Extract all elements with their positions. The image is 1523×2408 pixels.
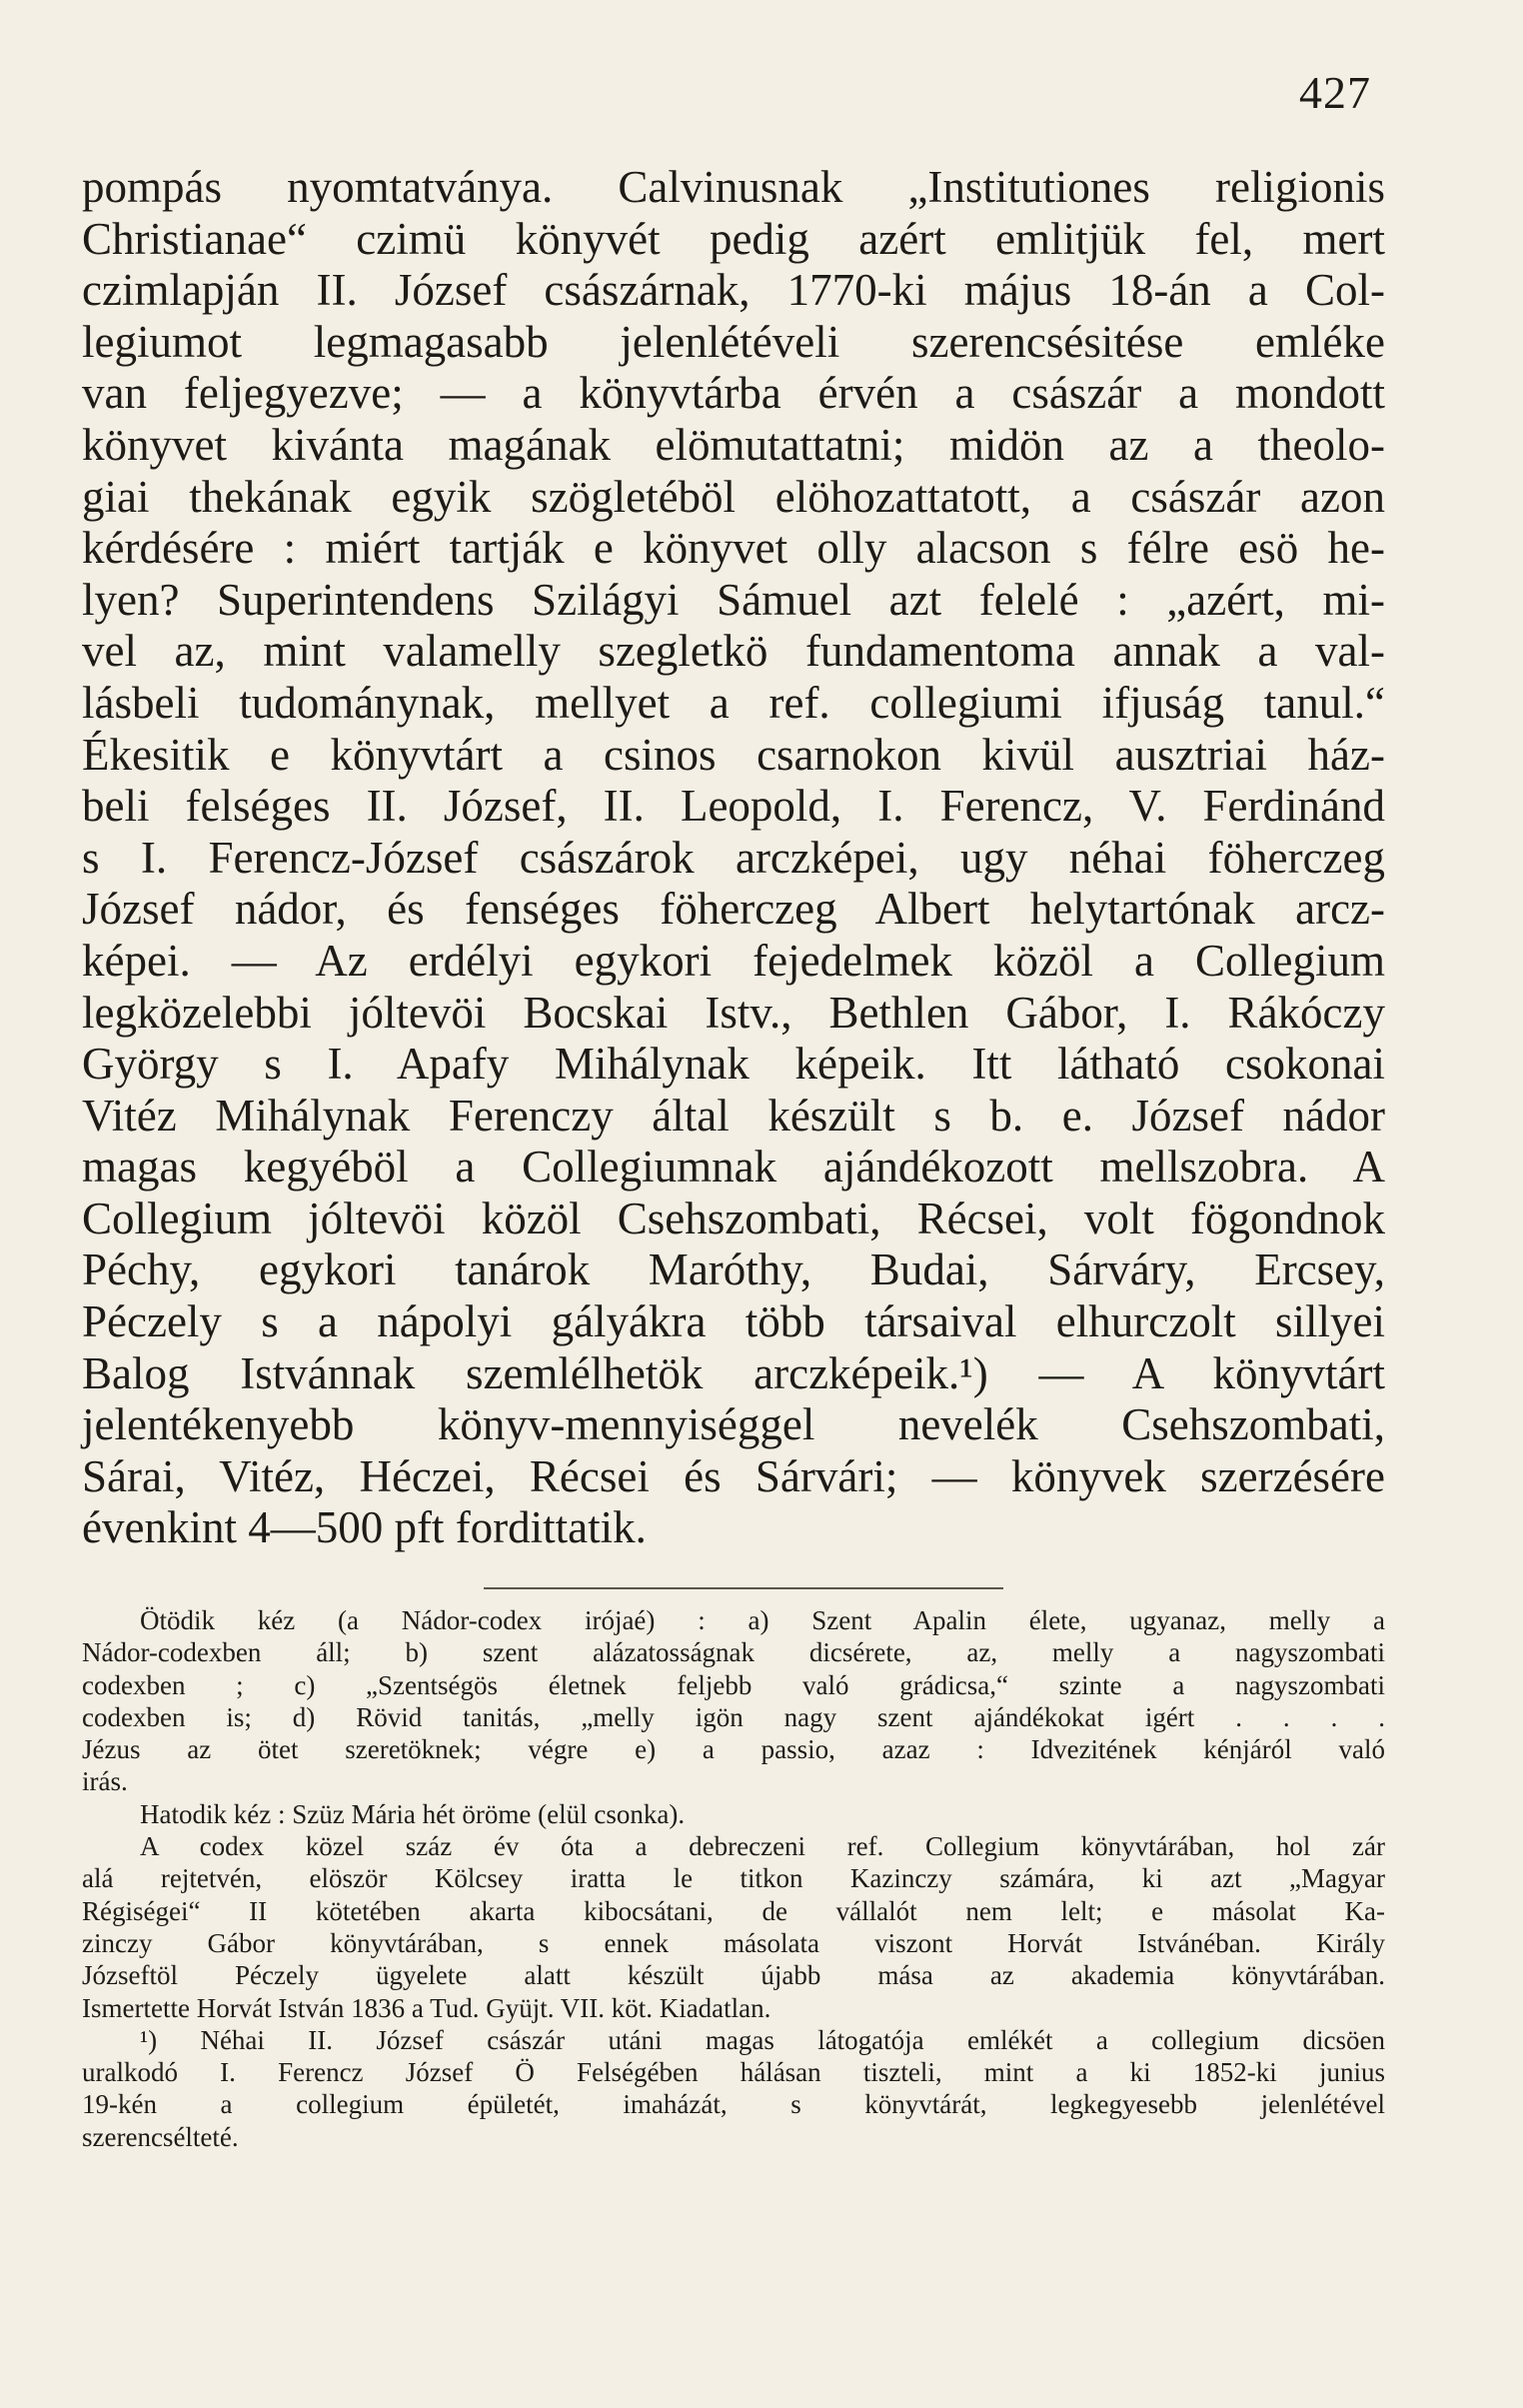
body-line: beli felséges II. József, II. Leopold, I. Ferencz, V. Ferdinánd (82, 781, 1385, 832)
body-line: Collegium jóltevöi közöl Csehszombati, Récsei, volt fögondnok (82, 1193, 1385, 1243)
body-line: Péchy, egykori tanárok Maróthy, Budai, Sárváry, Ercsey, (82, 1244, 1385, 1295)
body-line: Ékesitik e könyvtárt a csinos csarnokon kivül ausztriai ház- (82, 729, 1385, 780)
body-line: Christianae“ czimü könyvét pedig azért emlitjük fel, mert (82, 213, 1385, 264)
body-line: György s I. Apafy Mihálynak képeik. Itt látható csokonai (82, 1039, 1385, 1090)
body-line: évenkint 4—500 pft fordittatik. (82, 1502, 647, 1553)
footnote-line: Régiségei“ II kötetében akarta kibocsátani, de vállalót nem lelt; e másolat Ka- (82, 1895, 1385, 1926)
body-line: jelentékenyebb könyv-mennyiséggel nevelék Csehszombati, (82, 1399, 1385, 1450)
body-line: pompás nyomtatványa. Calvinusnak „Institutiones religionis (82, 162, 1385, 212)
body-line: képei. — Az erdélyi egykori fejedelmek közöl a Collegium (82, 935, 1385, 986)
footnote-line: codexben ; c) „Szentségös életnek feljebb való grádicsa,“ szinte a nagyszombati (82, 1669, 1385, 1700)
body-line: legiumot legmagasabb jelenlétéveli szerencsésitése emléke (82, 316, 1385, 367)
footnote-line: codexben is; d) Rövid tanitás, „melly igön nagy szent ajándékokat igért . . . . (82, 1701, 1385, 1732)
footnote-line: szerencséltеté. (82, 2121, 239, 2152)
footnote-line: Nádor-codexben áll; b) szent alázatosságnak dicsérete, az, melly a nagyszombati (82, 1637, 1385, 1668)
body-line: lyen? Superintendens Szilágyi Sámuel azt felelé : „azért, mi- (82, 574, 1385, 625)
footnote-line: Hatodik kéz : Szüz Mária hét öröme (elül csonka). (140, 1798, 686, 1829)
body-line: Péczely s a nápolyi gályákra több társaival elhurczolt sillyei (82, 1296, 1385, 1347)
footnote-line: Ismertette Horvát István 1836 a Tud. Gyüjt. VII. köt. Kiadatlan. (82, 1992, 771, 2023)
body-line: magas kegyéböl a Collegiumnak ajándékozott mellszobra. A (82, 1142, 1385, 1193)
body-line: giai thekának egyik szögletéböl elöhozattatott, a császár azon (82, 471, 1385, 522)
footnote-line: A codex közel száz év óta a debreczeni ref. Collegium könyvtárában, hol zár (140, 1831, 1385, 1862)
body-line: Balog Istvánnak szemlélhetök arczképeik.¹) — A könyvtárt (82, 1347, 1385, 1398)
body-text (82, 162, 1385, 1554)
body-line: könyvet kivánta magának elömutattatni; midön az a theolo- (82, 419, 1385, 470)
footnote-line: Jézus az ötet szeretöknek; végre e) a passio, azaz : Idvezitének kénjáról való (82, 1734, 1385, 1765)
footnote-line: Ötödik kéz (a Nádor-codex irójaé) : a) Szent Apalin élete, ugyanaz, melly a (140, 1605, 1385, 1635)
body-line: lásbeli tudománynak, mellyet a ref. collegiumi ifjuság tanul.“ (82, 677, 1385, 728)
footnote-line: 19-kén a collegium épületét, imaházát, s könyvtárát, legkegyesebb jelenlétével (82, 2089, 1385, 2120)
body-line: van feljegyezve; — a könyvtárba érvén a császár a mondott (82, 368, 1385, 419)
body-line: Sárai, Vitéz, Héczei, Récsei és Sárvári; — könyvek szerzésére (82, 1450, 1385, 1501)
footnote-line: zinczy Gábor könyvtárában, s ennek másolata viszont Horvát Istvánéban. Király (82, 1927, 1385, 1958)
footnote-line: irás. (82, 1766, 128, 1797)
page-number: 427 (1299, 67, 1371, 118)
body-line: s I. Ferencz-József császárok arczképei, ugy néhai föherczeg (82, 832, 1385, 883)
body-line: József nádor, és fenséges föherczeg Albert helytartónak arcz- (82, 884, 1385, 935)
body-line: legközelebbi jóltevöi Bocskai Istv., Bethlen Gábor, I. Rákóczy (82, 987, 1385, 1038)
footnote-line: uralkodó I. Ferencz József Ö Felségében hálásan tiszteli, mint a ki 1852-ki junius (82, 2057, 1385, 2088)
body-line: vel az, mint valamelly szegletkö fundamentoma annak a val- (82, 626, 1385, 677)
body-line: kérdésére : miért tartják e könyvet olly alacson s félre esö he- (82, 523, 1385, 574)
body-line: czimlapján II. József császárnak, 1770-ki május 18-án a Col- (82, 265, 1385, 316)
body-line: Vitéz Mihálynak Ferenczy által készült s b. e. József nádor (82, 1090, 1385, 1141)
footnote-line: ¹) Néhai II. József császár utáni magas látogatója emlékét a collegium dicsöen (140, 2024, 1385, 2055)
footnotes (82, 1604, 1385, 2153)
footnote-line: Józseftöl Péczely ügyelete alatt készült újabb mása az akademia könyvtárában. (82, 1960, 1385, 1991)
footnote-line: alá rejtetvén, elöször Kölcsey iratta le titkon Kazinczy számára, ki azt „Magyar (82, 1863, 1385, 1894)
footnote-divider (484, 1587, 1003, 1589)
